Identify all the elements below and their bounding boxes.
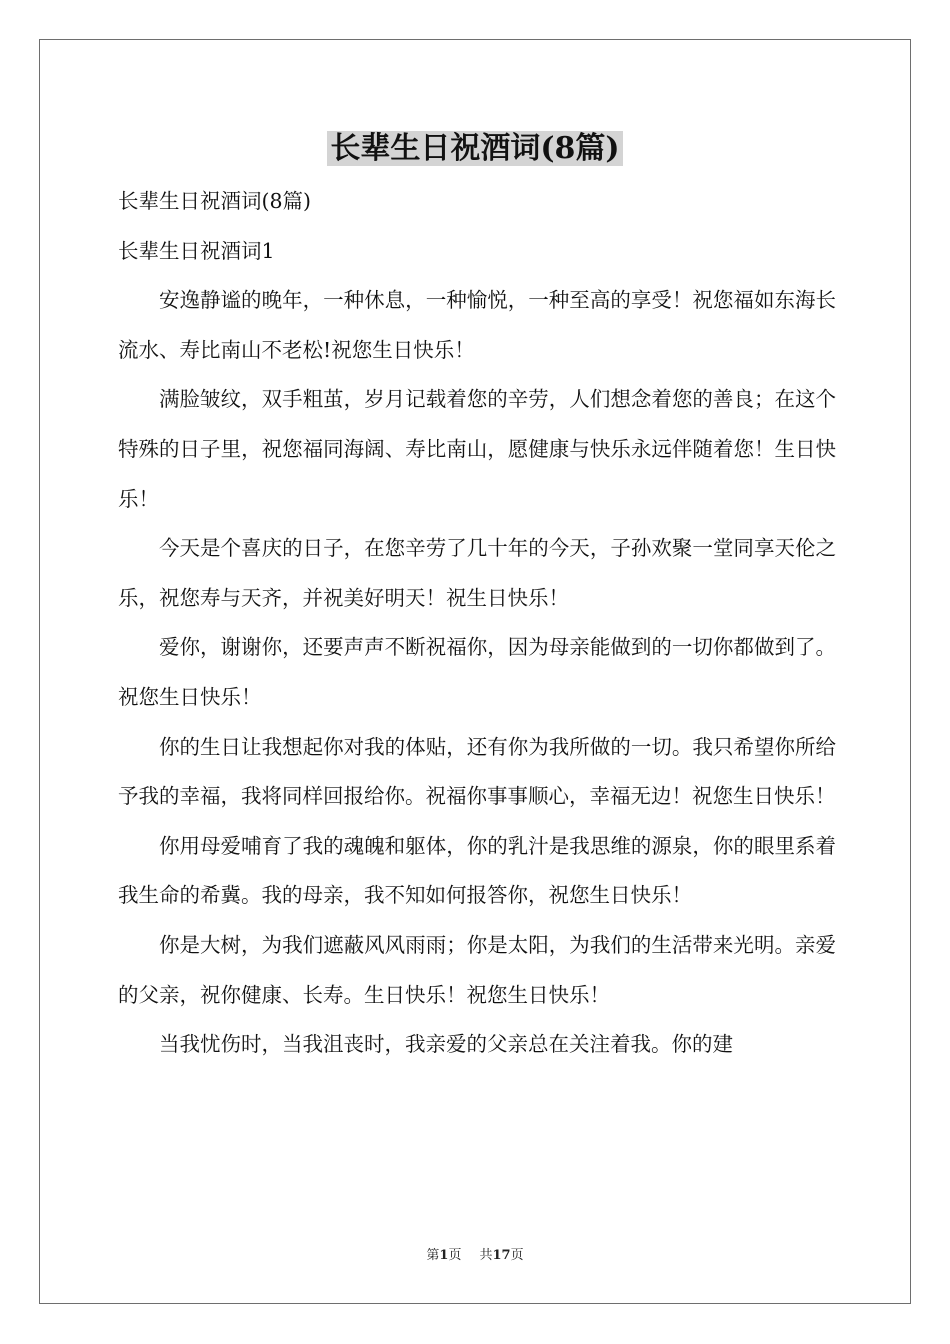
paragraph-4: 爱你，谢谢你，还要声声不断祝福你，因为母亲能做到的一切你都做到了。祝您生日快乐！ xyxy=(118,635,836,709)
section-heading: 长辈生日祝酒词1 xyxy=(118,238,275,263)
page-footer xyxy=(0,1247,950,1265)
page-number: 第1页 xyxy=(426,1248,462,1263)
paragraph-7: 你是大树，为我们遮蔽风风雨雨；你是太阳，为我们的生活带来光明。亲爱的父亲，祝你健康、长寿。生日快乐！祝您生日快乐！ xyxy=(118,932,836,1007)
document-title-text: 长辈生日祝酒词(8篇) xyxy=(327,131,622,166)
paragraph-3: 今天是个喜庆的日子，在您辛劳了几十年的今天，子孙欢聚一堂同享天伦之乐，祝您寿与天齐，并祝美好明天！祝生日快乐！ xyxy=(118,536,836,610)
document-title xyxy=(0,128,950,170)
paragraph-1: 安逸静谧的晚年，一种休息，一种愉悦，一种至高的享受！祝您福如东海长流水、寿比南山不老松!祝您生日快乐！ xyxy=(118,288,836,362)
page-total: 共17页 xyxy=(479,1248,524,1263)
paragraph-8: 当我忧伤时，当我沮丧时，我亲爱的父亲总在关注着我。你的建 xyxy=(159,1032,733,1057)
paragraph-6: 你用母爱哺育了我的魂魄和躯体，你的乳汁是我思维的源泉，你的眼里系着我生命的希冀。我的母亲，我不知如何报答你，祝您生日快乐！ xyxy=(118,833,836,908)
document-body xyxy=(118,177,836,1070)
paragraph-2: 满脸皱纹，双手粗茧，岁月记载着您的辛劳，人们想念着您的善良；在这个特殊的日子里，祝您福同海阔、寿比南山，愿健康与快乐永远伴随着您！生日快乐！ xyxy=(118,387,836,511)
document-subtitle: 长辈生日祝酒词(8篇) xyxy=(118,189,312,213)
paragraph-5: 你的生日让我想起你对我的体贴，还有你为我所做的一切。我只希望你所给予我的幸福，我将同样回报给你。祝福你事事顺心，幸福无边！祝您生日快乐！ xyxy=(118,734,836,809)
